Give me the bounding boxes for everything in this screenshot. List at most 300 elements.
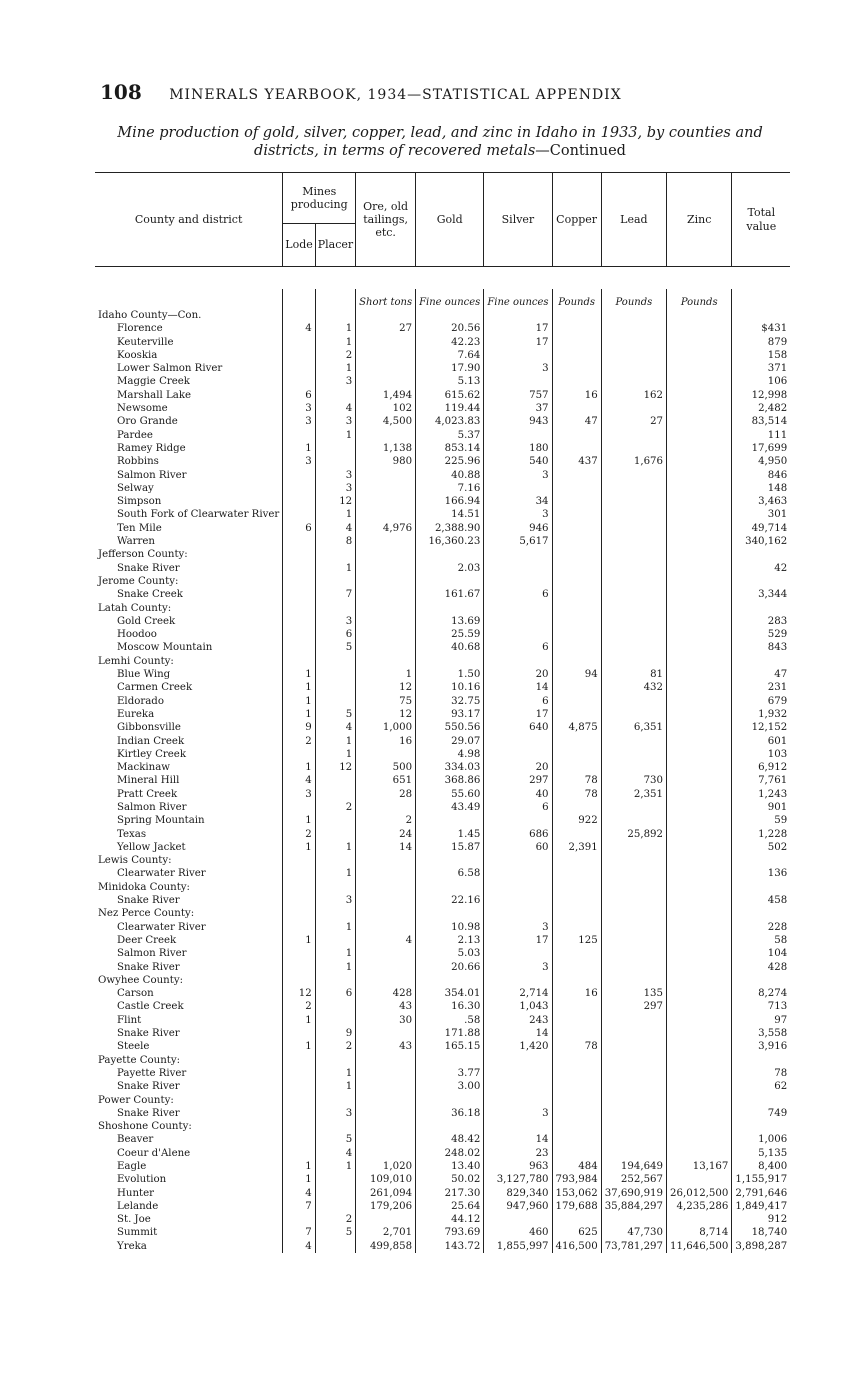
cell-ore: 428	[356, 987, 416, 1000]
cell-gold: 5.13	[416, 375, 484, 388]
cell-copper	[552, 1147, 601, 1160]
row-label: Mineral Hill	[117, 775, 180, 787]
cell-ore: 43	[356, 1000, 416, 1013]
cell-lode	[283, 508, 315, 521]
row-label: St. Joe	[117, 1214, 151, 1226]
cell-gold: 25.59	[416, 628, 484, 641]
table-row	[95, 921, 790, 934]
cell-lead	[601, 1040, 666, 1053]
cell-total: 3,558	[732, 1027, 790, 1040]
cell-zinc	[667, 655, 732, 668]
district-name	[95, 867, 283, 880]
table-row	[95, 708, 790, 721]
cell-silver: 3	[484, 469, 552, 482]
cell-total: $431	[732, 322, 790, 335]
cell-placer	[315, 668, 355, 681]
district-name	[95, 1080, 283, 1093]
cell-total	[732, 602, 790, 615]
cell-gold: 4,023.83	[416, 415, 484, 428]
cell-zinc	[667, 1027, 732, 1040]
row-label: Lower Salmon River	[117, 363, 223, 375]
cell-gold: 40.88	[416, 469, 484, 482]
cell-zinc	[667, 788, 732, 801]
unit-gold: Fine ounces	[416, 289, 484, 309]
cell-gold: 248.02	[416, 1147, 484, 1160]
table-row	[95, 947, 790, 960]
cell-gold: 17.90	[416, 362, 484, 375]
cell-gold: 225.96	[416, 455, 484, 468]
row-label: Lemhi County:	[98, 655, 174, 667]
table-row	[95, 1200, 790, 1213]
cell-lead	[601, 535, 666, 548]
cell-copper	[552, 867, 601, 880]
cell-placer	[315, 1120, 355, 1133]
cell-lead	[601, 854, 666, 867]
district-name	[95, 1147, 283, 1160]
cell-lead: 252,567	[601, 1173, 666, 1186]
cell-copper	[552, 575, 601, 588]
cell-total: 371	[732, 362, 790, 375]
district-name	[95, 615, 283, 628]
row-label: Gibbonsville	[117, 722, 181, 734]
cell-gold: 3.77	[416, 1067, 484, 1080]
cell-lead	[601, 894, 666, 907]
cell-lead	[601, 602, 666, 615]
cell-ore	[356, 641, 416, 654]
cell-gold: 55.60	[416, 788, 484, 801]
cell-zinc	[667, 1014, 732, 1027]
cell-ore: 16	[356, 735, 416, 748]
page-number: 108	[100, 80, 142, 104]
row-label: Salmon River	[117, 801, 187, 813]
cell-lode: 3	[283, 415, 315, 428]
cell-copper	[552, 375, 601, 388]
cell-lead	[601, 562, 666, 575]
cell-ore	[356, 907, 416, 920]
cell-zinc	[667, 881, 732, 894]
county-name	[95, 602, 283, 615]
cell-copper: 4,875	[552, 721, 601, 734]
district-name	[95, 429, 283, 442]
cell-lead: 25,892	[601, 828, 666, 841]
table-row	[95, 402, 790, 415]
cell-zinc	[667, 814, 732, 827]
cell-lode	[283, 482, 315, 495]
cell-lead	[601, 575, 666, 588]
cell-lead	[601, 429, 666, 442]
cell-lead	[601, 814, 666, 827]
county-row	[95, 575, 790, 588]
cell-zinc	[667, 748, 732, 761]
cell-copper	[552, 748, 601, 761]
cell-lode	[283, 1107, 315, 1120]
cell-gold: 32.75	[416, 695, 484, 708]
cell-gold: 6.58	[416, 867, 484, 880]
cell-copper	[552, 695, 601, 708]
cell-placer: 3	[315, 375, 355, 388]
cell-lode	[283, 628, 315, 641]
district-name	[95, 748, 283, 761]
district-name	[95, 947, 283, 960]
cell-placer: 4	[315, 402, 355, 415]
cell-silver	[484, 548, 552, 561]
row-label: Carson	[117, 988, 154, 1000]
cell-silver: 6	[484, 641, 552, 654]
district-name	[95, 375, 283, 388]
table-row	[95, 1080, 790, 1093]
county-name	[95, 854, 283, 867]
cell-copper: 153,062	[552, 1187, 601, 1200]
cell-gold: 5.37	[416, 429, 484, 442]
cell-gold: 16.30	[416, 1000, 484, 1013]
col-total: Total value	[732, 173, 790, 267]
district-name	[95, 761, 283, 774]
cell-lead: 47,730	[601, 1226, 666, 1239]
cell-copper	[552, 881, 601, 894]
cell-copper: 78	[552, 774, 601, 787]
cell-total: 12,998	[732, 389, 790, 402]
cell-total: 1,243	[732, 788, 790, 801]
cell-ore	[356, 881, 416, 894]
cell-silver: 1,043	[484, 1000, 552, 1013]
cell-placer: 1	[315, 322, 355, 335]
cell-copper: 437	[552, 455, 601, 468]
table-row	[95, 801, 790, 814]
table-row	[95, 828, 790, 841]
cell-total: 136	[732, 867, 790, 880]
cell-gold: 143.72	[416, 1240, 484, 1253]
cell-copper	[552, 1120, 601, 1133]
cell-lode	[283, 1080, 315, 1093]
cell-zinc	[667, 415, 732, 428]
cell-lode: 1	[283, 442, 315, 455]
cell-placer: 5	[315, 641, 355, 654]
cell-copper	[552, 1213, 601, 1226]
cell-silver	[484, 735, 552, 748]
table-row	[95, 641, 790, 654]
cell-lode: 1	[283, 708, 315, 721]
cell-placer	[315, 1000, 355, 1013]
row-label: Ten Mile	[117, 522, 162, 534]
cell-total: 843	[732, 641, 790, 654]
cell-copper	[552, 1027, 601, 1040]
cell-placer: 2	[315, 349, 355, 362]
cell-lode: 1	[283, 681, 315, 694]
cell-placer	[315, 1014, 355, 1027]
cell-copper: 125	[552, 934, 601, 947]
cell-placer	[315, 814, 355, 827]
cell-total: 78	[732, 1067, 790, 1080]
table-row	[95, 1133, 790, 1146]
cell-silver	[484, 375, 552, 388]
cell-zinc	[667, 1067, 732, 1080]
row-label: Steele	[117, 1041, 150, 1053]
cell-zinc	[667, 562, 732, 575]
cell-placer: 3	[315, 469, 355, 482]
cell-lode	[283, 495, 315, 508]
cell-ore: 4,500	[356, 415, 416, 428]
cell-zinc	[667, 628, 732, 641]
col-ore: Ore, old tailings, etc.	[356, 173, 416, 267]
cell-lead	[601, 508, 666, 521]
cell-gold: 2.13	[416, 934, 484, 947]
county-name	[95, 881, 283, 894]
cell-ore	[356, 469, 416, 482]
table-row	[95, 508, 790, 521]
col-silver: Silver	[484, 173, 552, 267]
cell-lode: 6	[283, 389, 315, 402]
cell-silver: 3	[484, 961, 552, 974]
cell-ore	[356, 801, 416, 814]
col-mines: Mines producing	[283, 173, 356, 224]
cell-silver	[484, 814, 552, 827]
cell-zinc	[667, 1120, 732, 1133]
cell-ore	[356, 602, 416, 615]
cell-silver: 5,617	[484, 535, 552, 548]
cell-lead	[601, 1094, 666, 1107]
cell-lead	[601, 522, 666, 535]
table-row	[95, 748, 790, 761]
cell-copper	[552, 628, 601, 641]
cell-lode: 1	[283, 934, 315, 947]
cell-silver: 20	[484, 761, 552, 774]
cell-total	[732, 1094, 790, 1107]
cell-lead: 81	[601, 668, 666, 681]
cell-lode: 7	[283, 1226, 315, 1239]
cell-lode	[283, 615, 315, 628]
cell-lead	[601, 841, 666, 854]
cell-lode	[283, 429, 315, 442]
district-name	[95, 1173, 283, 1186]
cell-gold: 161.67	[416, 588, 484, 601]
cell-silver	[484, 482, 552, 495]
cell-total: 3,898,287	[732, 1240, 790, 1253]
district-name	[95, 1027, 283, 1040]
cell-ore	[356, 974, 416, 987]
cell-placer: 1	[315, 562, 355, 575]
table-row	[95, 375, 790, 388]
cell-copper	[552, 1000, 601, 1013]
district-name	[95, 987, 283, 1000]
cell-ore: 30	[356, 1014, 416, 1027]
district-name	[95, 1067, 283, 1080]
cell-copper: 78	[552, 1040, 601, 1053]
cell-lode: 3	[283, 455, 315, 468]
cell-placer: 5	[315, 1133, 355, 1146]
cell-total: 49,714	[732, 522, 790, 535]
county-name	[95, 1094, 283, 1107]
cell-zinc	[667, 761, 732, 774]
cell-total: 4,950	[732, 455, 790, 468]
row-label: Kooskia	[117, 349, 158, 361]
cell-lode: 9	[283, 721, 315, 734]
row-label: Eagle	[117, 1161, 147, 1172]
cell-lead	[601, 322, 666, 335]
col-gold: Gold	[416, 173, 484, 267]
cell-gold: 43.49	[416, 801, 484, 814]
cell-placer	[315, 1173, 355, 1186]
cell-silver: 6	[484, 588, 552, 601]
production-table	[95, 172, 790, 1253]
table-row	[95, 1067, 790, 1080]
cell-lead	[601, 1213, 666, 1226]
cell-zinc	[667, 1213, 732, 1226]
cell-lead	[601, 708, 666, 721]
cell-placer: 12	[315, 761, 355, 774]
cell-ore	[356, 1107, 416, 1120]
cell-total: 8,400	[732, 1160, 790, 1173]
county-name	[95, 548, 283, 561]
row-label: Snake River	[117, 1081, 180, 1093]
cell-total: 106	[732, 375, 790, 388]
cell-copper	[552, 402, 601, 415]
county-name	[95, 309, 283, 322]
table-row	[95, 1240, 790, 1253]
county-row	[95, 907, 790, 920]
cell-gold: 10.98	[416, 921, 484, 934]
cell-silver: 757	[484, 389, 552, 402]
row-label: Robbins	[117, 456, 159, 468]
cell-ore: 261,094	[356, 1187, 416, 1200]
county-name	[95, 1120, 283, 1133]
cell-total	[732, 881, 790, 894]
cell-copper: 94	[552, 668, 601, 681]
cell-gold: 368.86	[416, 774, 484, 787]
row-label: Snake River	[117, 1028, 180, 1040]
cell-silver	[484, 655, 552, 668]
cell-gold: 7.64	[416, 349, 484, 362]
table-row	[95, 455, 790, 468]
cell-silver: 3	[484, 1107, 552, 1120]
cell-ore	[356, 1120, 416, 1133]
cell-total: 283	[732, 615, 790, 628]
cell-lode	[283, 1147, 315, 1160]
row-label: Latah County:	[98, 602, 172, 614]
cell-lead	[601, 1133, 666, 1146]
cell-total: 502	[732, 841, 790, 854]
cell-gold: 2.03	[416, 562, 484, 575]
cell-silver	[484, 562, 552, 575]
cell-lead	[601, 309, 666, 322]
cell-copper	[552, 349, 601, 362]
cell-lead	[601, 974, 666, 987]
cell-total: 231	[732, 681, 790, 694]
cell-placer: 1	[315, 748, 355, 761]
cell-lead	[601, 469, 666, 482]
cell-gold: 171.88	[416, 1027, 484, 1040]
cell-total: 8,274	[732, 987, 790, 1000]
district-name	[95, 1226, 283, 1239]
table-caption	[95, 124, 785, 160]
cell-total: 458	[732, 894, 790, 907]
table-row	[95, 615, 790, 628]
row-label: Marshall Lake	[117, 389, 192, 401]
table-row	[95, 362, 790, 375]
cell-placer: 3	[315, 894, 355, 907]
cell-ore	[356, 429, 416, 442]
cell-lode	[283, 362, 315, 375]
cell-gold: 48.42	[416, 1133, 484, 1146]
cell-lode	[283, 921, 315, 934]
cell-placer: 2	[315, 1040, 355, 1053]
cell-zinc	[667, 309, 732, 322]
cell-lead	[601, 947, 666, 960]
cell-gold	[416, 814, 484, 827]
table-row	[95, 628, 790, 641]
table-row	[95, 429, 790, 442]
cell-zinc	[667, 588, 732, 601]
county-name	[95, 575, 283, 588]
table-row	[95, 1000, 790, 1013]
cell-zinc	[667, 1133, 732, 1146]
col-county: County and district	[95, 173, 283, 267]
cell-silver	[484, 867, 552, 880]
cell-zinc	[667, 1040, 732, 1053]
table-row	[95, 1173, 790, 1186]
cell-total	[732, 575, 790, 588]
district-name	[95, 668, 283, 681]
row-label: Minidoka County:	[98, 881, 190, 893]
row-label: Snake Creek	[117, 589, 183, 601]
col-zinc: Zinc	[667, 173, 732, 267]
unit-silver: Fine ounces	[484, 289, 552, 309]
cell-total: 2,482	[732, 402, 790, 415]
cell-zinc	[667, 442, 732, 455]
cell-copper	[552, 322, 601, 335]
cell-lode	[283, 854, 315, 867]
cell-lode	[283, 655, 315, 668]
cell-zinc: 8,714	[667, 1226, 732, 1239]
cell-copper: 78	[552, 788, 601, 801]
col-lode: Lode	[283, 224, 315, 267]
cell-total: 749	[732, 1107, 790, 1120]
cell-placer	[315, 442, 355, 455]
district-name	[95, 628, 283, 641]
cell-copper	[552, 1133, 601, 1146]
table-row	[95, 522, 790, 535]
district-name	[95, 442, 283, 455]
row-label: Newsome	[117, 403, 168, 415]
cell-gold: 334.03	[416, 761, 484, 774]
county-row	[95, 309, 790, 322]
cell-gold: 4.98	[416, 748, 484, 761]
cell-total: 713	[732, 1000, 790, 1013]
cell-placer: 3	[315, 482, 355, 495]
table-row	[95, 934, 790, 947]
cell-lode: 1	[283, 1160, 315, 1173]
cell-silver	[484, 881, 552, 894]
county-name	[95, 907, 283, 920]
cell-total: 1,006	[732, 1133, 790, 1146]
cell-silver	[484, 349, 552, 362]
cell-copper	[552, 828, 601, 841]
cell-zinc	[667, 322, 732, 335]
cell-lead	[601, 761, 666, 774]
row-label: Castle Creek	[117, 1001, 184, 1013]
cell-copper	[552, 508, 601, 521]
cell-lead	[601, 695, 666, 708]
table-row	[95, 894, 790, 907]
table-row	[95, 721, 790, 734]
cell-gold: 217.30	[416, 1187, 484, 1200]
cell-gold	[416, 881, 484, 894]
cell-zinc	[667, 894, 732, 907]
cell-silver: 180	[484, 442, 552, 455]
cell-total: 62	[732, 1080, 790, 1093]
cell-copper	[552, 655, 601, 668]
cell-zinc: 4,235,286	[667, 1200, 732, 1213]
cell-silver	[484, 1120, 552, 1133]
